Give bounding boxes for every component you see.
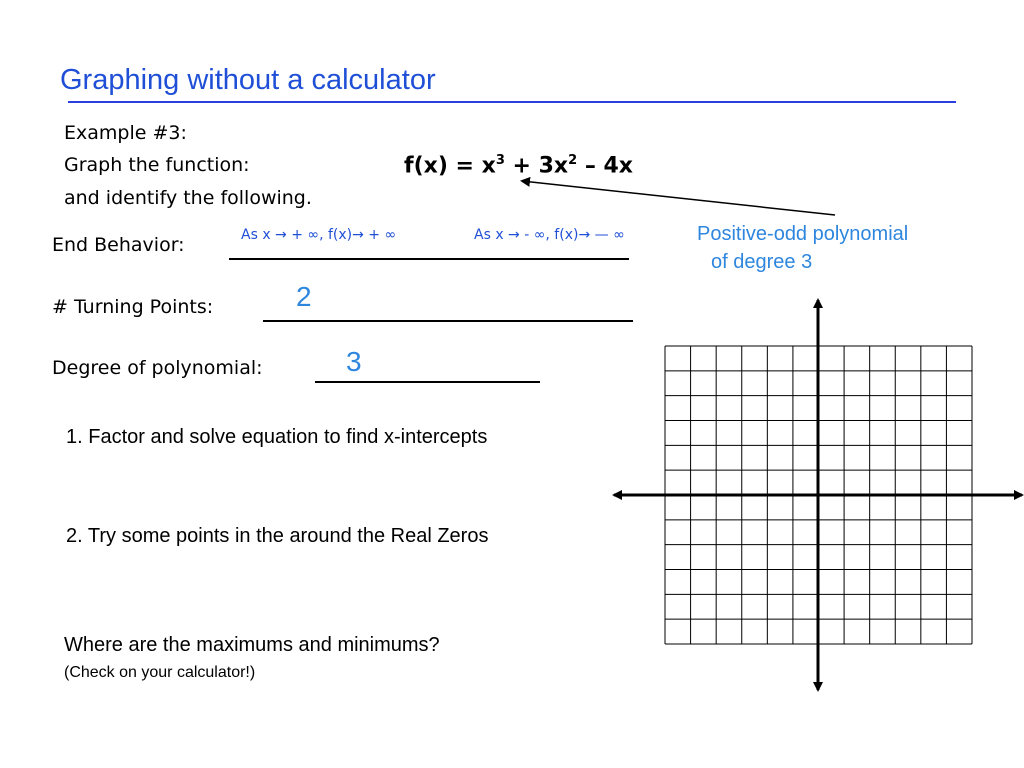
end-behavior-label: End Behavior: [52, 234, 185, 256]
end-behavior-right: As x → + ∞, f(x)→ + ∞ [241, 227, 397, 243]
annotation-arrow [522, 181, 835, 215]
degree-label: Degree of polynomial: [52, 357, 263, 379]
function-middle: + 3x [504, 153, 569, 179]
end-behavior-left: As x → - ∞, f(x)→ — ∞ [474, 227, 625, 243]
function-exponent-1: 3 [495, 153, 505, 168]
degree-answer: 3 [346, 346, 362, 377]
step-2: 2. Try some points in the around the Real Zeros [66, 525, 489, 547]
function-suffix: – 4x [577, 153, 633, 179]
function-exponent-2: 2 [568, 153, 578, 168]
function-prefix: f(x) = x [404, 153, 496, 179]
identify-prompt: and identify the following. [64, 187, 312, 209]
graph-prompt: Graph the function: [64, 154, 250, 176]
example-label: Example #3: [64, 122, 187, 144]
turning-points-answer: 2 [296, 281, 312, 312]
step-1: 1. Factor and solve equation to find x-intercepts [66, 426, 488, 448]
calculator-note: (Check on your calculator!) [64, 664, 256, 681]
annotation-line-2: of degree 3 [711, 251, 813, 273]
turning-points-label: # Turning Points: [52, 296, 214, 318]
slide-title: Graphing without a calculator [60, 64, 436, 96]
maxmin-question: Where are the maximums and minimums? [64, 634, 440, 656]
annotation-line-1: Positive-odd polynomial [697, 223, 909, 245]
